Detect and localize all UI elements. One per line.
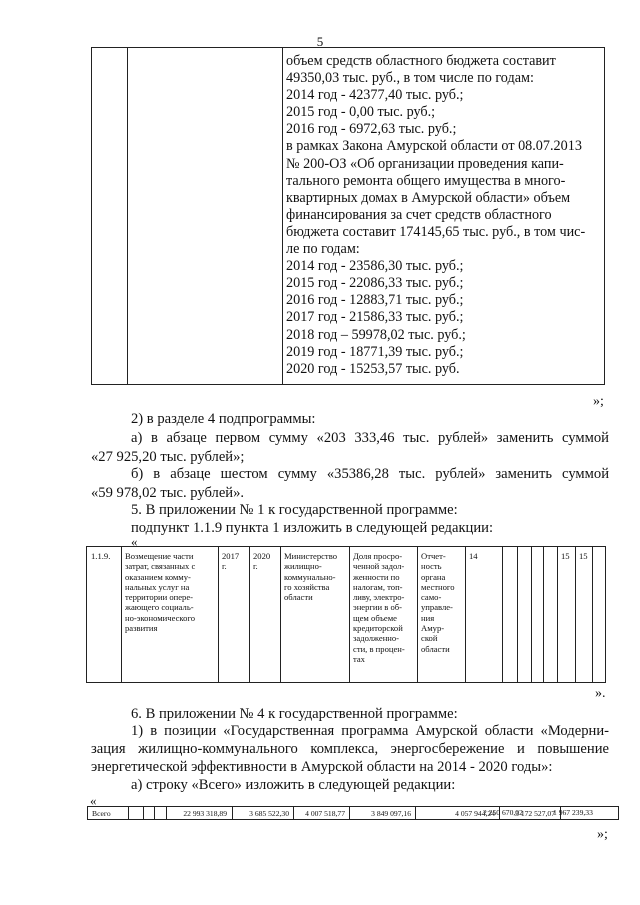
budget-line: № 200-ОЗ «Об организации проведения капи- xyxy=(286,155,564,172)
table-divider xyxy=(143,807,144,819)
paragraph: подпункт 1.1.9 пункта 1 изложить в следующей редакции: xyxy=(131,520,494,536)
table-divider xyxy=(154,807,155,819)
paragraph: 1) в позиции «Государственная программа Амурской области «Модерни- xyxy=(131,723,609,739)
table-divider xyxy=(166,807,167,819)
budget-line: бюджета составит 174145,65 тыс. руб., в том чис- xyxy=(286,223,586,240)
budget-line: 2016 год - 12883,71 тыс. руб.; xyxy=(286,292,464,309)
executor: Министерство жилищно- коммунально- го хозяйства области xyxy=(284,551,337,603)
row-number: 1.1.9. xyxy=(91,551,111,561)
budget-table xyxy=(91,47,605,385)
closing-quote: »; xyxy=(597,827,608,842)
budget-line: 2014 год - 23586,30 тыс. руб.; xyxy=(286,258,464,275)
table-divider xyxy=(349,807,350,819)
total-value: 4 057 944,24 xyxy=(455,809,495,818)
paragraph: б) в абзаце шестом сумму «35386,28 тыс. рублей» заменить суммой xyxy=(131,466,609,482)
budget-line: тального ремонта общего имущества в много- xyxy=(286,172,566,189)
table-divider xyxy=(121,547,122,682)
table-divider xyxy=(349,547,350,682)
budget-line: 2020 год - 15253,57 тыс. руб. xyxy=(286,360,460,377)
budget-line: 2014 год - 42377,40 тыс. руб.; xyxy=(286,87,464,104)
total-value: 3 172 527,07 xyxy=(515,809,555,818)
total-value: 4 007 518,77 xyxy=(305,809,345,818)
table-divider xyxy=(417,547,418,682)
table-divider xyxy=(465,547,466,682)
total-value: 2 250 670,02 xyxy=(483,808,523,817)
indicator: Доля просро- ченной задол- женности по налогам, топ- ливу, электро- энергии в об- щем объеме кредиторской задолженно- сти, в процен- тах xyxy=(353,551,405,664)
end-year: 2020 г. xyxy=(253,551,271,572)
table-divider xyxy=(282,48,283,384)
data-source: Отчет- ность органа местного само- управле- ния Амур- ской области xyxy=(421,551,455,654)
paragraph: а) строку «Всего» изложить в следующей редакции: xyxy=(131,777,456,793)
table-divider xyxy=(575,547,576,682)
open-quote: « xyxy=(90,793,97,808)
measure-name: Возмещение части затрат, связанных с оказанием комму- нальных услуг на территории опере- жающего социаль- но-экономического развития xyxy=(125,551,196,634)
table-divider xyxy=(517,547,518,682)
paragraph: 2) в разделе 4 подпрограммы: xyxy=(131,411,316,427)
table-divider xyxy=(232,807,233,819)
total-value: 3 849 097,16 xyxy=(371,809,411,818)
budget-line: в рамках Закона Амурской области от 08.07.2013 xyxy=(286,138,582,155)
paragraph: зация жилищно-коммунального комплекса, энергосбережение и повышение xyxy=(91,741,609,757)
budget-line: ле по годам: xyxy=(286,241,360,258)
budget-line: 2018 год – 59978,02 тыс. руб.; xyxy=(286,326,466,343)
total-label: Всего xyxy=(92,809,111,818)
table-divider xyxy=(218,547,219,682)
table-divider xyxy=(502,547,503,682)
indicator-value: 15 xyxy=(579,551,588,561)
table-divider xyxy=(249,547,250,682)
budget-line: объем средств областного бюджета составит xyxy=(286,53,556,69)
paragraph: «27 925,20 тыс. рублей»; xyxy=(91,449,245,465)
total-value: 1 967 239,33 xyxy=(553,808,593,817)
table-divider xyxy=(127,48,128,384)
total-value: 3 685 522,30 xyxy=(249,809,289,818)
table-divider xyxy=(293,807,294,819)
budget-line: квартирных домах в Амурской области» объем xyxy=(286,189,571,206)
table-divider xyxy=(543,547,544,682)
budget-line: финансирования за счет средств областного xyxy=(286,206,552,223)
indicator-value: 15 xyxy=(561,551,570,561)
budget-line: 2017 год - 21586,33 тыс. руб.; xyxy=(286,309,464,326)
table-divider xyxy=(531,547,532,682)
total-value: 22 993 318,89 xyxy=(183,809,227,818)
total-tail xyxy=(481,806,619,820)
page-number: 5 xyxy=(316,34,324,49)
open-quote: « xyxy=(131,534,138,549)
table-divider xyxy=(128,807,129,819)
paragraph: 5. В приложении № 1 к государственной программе: xyxy=(131,502,458,518)
paragraph: «59 978,02 тыс. рублей». xyxy=(91,485,245,501)
table-divider xyxy=(415,807,416,819)
row-119-table xyxy=(86,546,606,683)
closing-quote: ». xyxy=(595,686,606,701)
table-divider xyxy=(557,547,558,682)
start-year: 2017 г. xyxy=(222,551,240,572)
budget-line: 2015 год - 22086,33 тыс. руб.; xyxy=(286,275,464,292)
paragraph: энергетической эффективности в Амурской области на 2014 - 2020 годы»: xyxy=(91,759,553,775)
paragraph: 6. В приложении № 4 к государственной программе: xyxy=(131,706,458,722)
indicator-value: 14 xyxy=(469,551,478,561)
budget-line: 2015 год - 0,00 тыс. руб.; xyxy=(286,104,436,121)
table-divider xyxy=(280,547,281,682)
closing-quote: »; xyxy=(593,394,604,409)
table-divider xyxy=(592,547,593,682)
budget-line: 2019 год - 18771,39 тыс. руб.; xyxy=(286,343,464,360)
paragraph: а) в абзаце первом сумму «203 333,46 тыс. рублей» заменить суммой xyxy=(131,430,609,446)
budget-text xyxy=(286,53,604,378)
budget-line: 2016 год - 6972,63 тыс. руб.; xyxy=(286,121,457,138)
budget-line: 49350,03 тыс. руб., в том числе по годам: xyxy=(286,70,534,87)
